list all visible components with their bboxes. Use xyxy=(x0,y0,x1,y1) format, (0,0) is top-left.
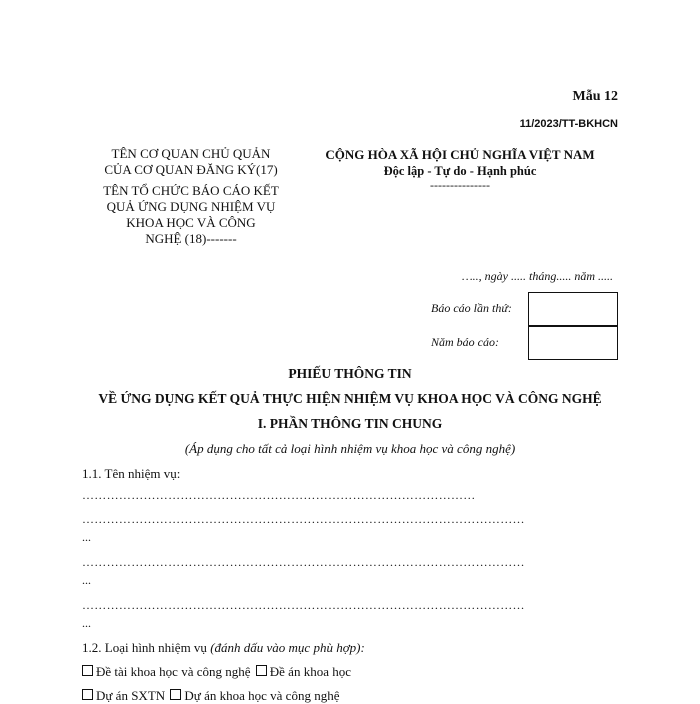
task-type-label xyxy=(82,640,365,656)
task-name-label: 1.1. Tên nhiệm vụ: xyxy=(82,466,181,481)
section-heading: I. PHẦN THÔNG TIN CHUNG xyxy=(257,416,443,431)
org-line-4: NGHỆ (18)------- xyxy=(145,231,237,246)
task-name-cont-3: ... xyxy=(82,616,91,630)
task-type-label-note: (đánh dấu vào mục phù hợp): xyxy=(210,640,365,655)
org-line-3: KHOA HỌC VÀ CÔNG xyxy=(126,215,256,230)
org-line-1: TÊN TỔ CHỨC BÁO CÁO KẾT xyxy=(103,183,279,198)
option-research-topic: Đề tài khoa học và công nghệ xyxy=(96,664,251,679)
task-type-options-row-1 xyxy=(82,664,351,680)
checkbox-icon[interactable] xyxy=(170,689,181,700)
task-name-cont-2: ... xyxy=(82,573,91,587)
report-year-box[interactable] xyxy=(528,326,618,360)
agency-line-1: TÊN CƠ QUAN CHỦ QUẢN xyxy=(111,146,271,161)
document-subtitle: VỀ ỨNG DỤNG KẾT QUẢ THỰC HIỆN NHIỆM VỤ KHOA HỌC VÀ CÔNG NGHỆ xyxy=(98,391,602,406)
task-name-dots-4[interactable]: ……………………………………………………………………………………………… xyxy=(82,598,525,612)
org-line-2: QUẢ ỨNG DỤNG NHIỆM VỤ xyxy=(106,199,276,214)
right-header xyxy=(290,147,630,191)
motto-divider: --------------- xyxy=(430,178,490,192)
task-name-cont-1: ... xyxy=(82,530,91,544)
option-trial-production: Dự án SXTN xyxy=(96,688,166,703)
checkbox-icon[interactable] xyxy=(256,665,267,676)
circular-number: 11/2023/TT-BKHCN xyxy=(519,118,618,130)
document-title: PHIẾU THÔNG TIN xyxy=(288,366,412,381)
task-type-label-text: 1.2. Loại hình nhiệm vụ xyxy=(82,640,211,655)
agency-line-2: CỦA CƠ QUAN ĐĂNG KÝ(17) xyxy=(104,162,278,177)
checkbox-icon[interactable] xyxy=(82,665,93,676)
report-times-label: Báo cáo lần thứ: xyxy=(431,301,512,315)
report-times-box[interactable] xyxy=(528,292,618,326)
national-motto: Độc lập - Tự do - Hạnh phúc xyxy=(383,164,537,178)
form-number: Mẫu 12 xyxy=(572,89,618,104)
task-name-dots-3[interactable]: ……………………………………………………………………………………………… xyxy=(82,555,525,569)
date-line: ….., ngày ..... tháng..... năm ..... xyxy=(462,269,613,283)
option-st-project: Dự án khoa học và công nghệ xyxy=(184,688,340,703)
task-name-dots-1[interactable]: …………………………………………………………………………………… xyxy=(82,488,476,502)
report-year-label: Năm báo cáo: xyxy=(431,335,499,349)
section-note: (Áp dụng cho tất cả loại hình nhiệm vụ khoa học và công nghệ) xyxy=(184,441,516,456)
task-type-options-row-2 xyxy=(82,688,339,704)
country-name: CỘNG HÒA XÃ HỘI CHỦ NGHĨA VIỆT NAM xyxy=(325,147,595,162)
task-name-dots-2[interactable]: ……………………………………………………………………………………………… xyxy=(82,512,525,526)
left-header xyxy=(75,146,307,247)
checkbox-icon[interactable] xyxy=(82,689,93,700)
option-science-project: Đề án khoa học xyxy=(269,664,351,679)
